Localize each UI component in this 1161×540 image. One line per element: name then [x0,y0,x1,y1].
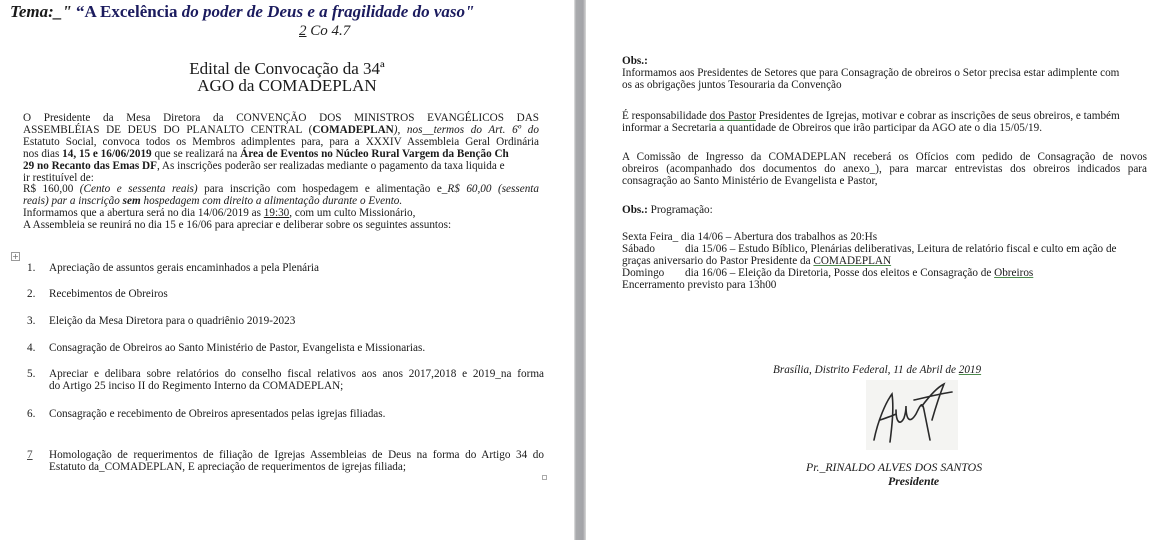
place-date [773,364,981,376]
program-label-text: Programação: [647,204,713,216]
para-text: , As inscrições poderão ser realizadas mediante o pagamento da taxa liquida e [156,159,505,172]
document-page-left [0,0,574,540]
end-of-cell-marker [542,475,547,480]
obs-label: Obs.: [622,55,648,67]
schedule-day: Sábado [622,242,655,255]
document-title-line1: Edital de Convocação da 34ª [189,59,385,78]
convocation-paragraph [23,113,539,232]
event-location: Área de Eventos no Núcleo Rural Vargem da Benção Ch [240,147,509,160]
agenda-text-line: Apreciar e delibara sobre relatórios do conselho fiscal relativos aos anos 2017,2018 e 2019_na forma [49,368,544,380]
signatory-name: Pr._RINALDO ALVES DOS SANTOS [806,460,983,474]
resp-underlined: dos Pastor [709,110,756,122]
schedule [622,232,1117,292]
obs-line: Informamos aos Presidentes de Setores que para Consagração de obreiros o Setor precisa estar adimplente com [622,67,1120,79]
agenda-number: 7 [27,449,33,461]
schedule-friday: Sexta Feira_ dia 14/06 – Abertura dos trabalhos as 20:Hs [622,231,878,243]
agenda-text: Recebimentos de Obreiros [49,288,168,300]
signature-image [866,380,958,450]
para-text: reais) par a inscrição [23,195,123,208]
schedule-underlined: COMADEPLAN [813,254,892,267]
responsibility-paragraph [622,111,1147,135]
reference-text: Co 4.7 [306,23,351,39]
para-text: nos dias [23,147,63,160]
agenda-number: 5. [27,368,36,380]
schedule-text: dia 16/06 – Eleição da Diretoria, Posse dos eleitos e Consagração de [685,266,995,279]
para-text: hospedagem com direito a alimentação durante o Evento. [140,195,403,208]
theme-label: Tema:_" [10,2,72,21]
resp-text: É responsabilidade [622,110,710,122]
para-text: ir restituível de: [23,171,94,184]
commission-paragraph [622,152,1147,188]
bible-reference [299,23,350,40]
schedule-text: graças aniversario do Pastor Presidente da [622,254,814,267]
resp-text: Presidentes de Igrejas, motivar e cobrar as inscrições de seus obreiros, e também [755,110,1120,122]
agenda-text-line: do Artigo 25 inciso II do Regimento Interno da COMADEPLAN; [49,380,344,392]
table-move-handle-icon[interactable]: + [12,252,19,261]
fee-amount-2: R$ 60,00 (sessenta [447,183,539,196]
event-dates: 14, 15 e 16/06/2019 [62,147,152,160]
agenda-number: 3. [27,315,36,327]
para-text: ), nos__termos do Art. 6º do [393,123,539,136]
com-line: obreiros (acompanhado dos documentos do anexo_), para marcar entrevistas dos obreiros indicados para [622,162,1147,175]
para-text: ASSEMBLÉIAS DE DEUS DO PLANALTO CENTRAL ( [23,123,313,136]
reference-book-number: 2 [299,23,307,39]
para-text: que se realizará na [151,147,241,160]
com-line: consagração ao Santo Ministério de Evangelista e Pastor, [622,174,878,187]
event-location-cont: 29 no Recanto das Emas DF [23,159,157,172]
place-date-text: Brasília, Distrito Federal, 11 de Abril de [773,364,959,376]
agenda-text: Consagração e recebimento de Obreiros apresentados pelas igrejas filiadas. [49,408,386,420]
theme-heading [10,2,474,22]
program-label-bold: Obs.: [622,204,648,216]
para-line [23,220,539,232]
obs-paragraph [622,68,1147,92]
para-text: Estatuto Social, convoca todos os Membros adimplentes para, para a XXXIV Assembleia Geral Ordinária [23,135,539,148]
schedule-text: dia 15/06 – Estudo Bíblico, Plenárias deliberativas, Leitura de relatório fiscal e culto em ação de [685,242,1117,255]
agenda-text: Eleição da Mesa Diretora para o quadriênio 2019-2023 [49,315,296,327]
para-bold: COMADEPLAN [312,123,394,136]
schedule-sunday [622,268,1117,280]
agenda-text: Consagração de Obreiros ao Santo Ministério de Pastor, Evangelista e Missionarias. [49,342,426,354]
program-label [622,205,713,217]
agenda-number: 6. [27,408,36,420]
agenda-number: 4. [27,342,36,354]
fee-words: (Cento e sessenta reais) [79,183,198,196]
document-title-line2: AGO da COMADEPLAN [197,76,377,95]
schedule-day: Domingo [622,266,665,279]
agenda-text-line: Homologação de requerimentos de filiação de Igrejas Assembleias de Deus na forma do Artigo 34 do [49,449,544,461]
para-bold: sem [122,195,141,208]
signatory-role: Presidente [888,474,940,488]
page-divider [574,0,586,540]
agenda-text: Apreciação de assuntos gerais encaminhados a pela Plenária [49,262,319,274]
para-text: , com um culto Missionário, [289,207,416,220]
para-text: para inscrição com hospedagem e alimentação e_ [197,183,448,196]
obs-line: os as obrigações juntos Tesouraria da Convenção [622,78,842,91]
theme-quote-rest: do poder de Deus e a fragilidade do vaso" [177,2,475,21]
para-text: O Presidente da Mesa Diretora da CONVENÇÃO DOS MINISTROS EVANGÉLICOS DAS [23,112,539,124]
resp-line: informar a Secretaria a quantidade de Obreiros que irão participar da AGO ate o dia 15/05/19. [622,121,1042,134]
fee-amount: R$ 160,00 [23,183,80,196]
agenda-text [49,449,544,473]
agenda-text-line: Estatuto da_COMADEPLAN, E apreciação de requerimentos de igrejas filiada; [49,461,406,473]
para-text: A Assembleia se reunirá no dia 15 e 16/06 para apreciar e deliberar sobre os seguintes assuntos: [23,219,452,232]
opening-time: 19:30 [263,207,290,220]
para-line [23,161,539,173]
handwritten-signature-icon [866,380,958,450]
agenda-number: 1. [27,262,36,274]
com-line: A Comissão de Ingresso da COMADEPLAN receberá os Ofícios com pedido de Consagração de novos [622,151,1147,163]
place-date-year: 2019 [958,364,982,376]
schedule-end: Encerramento previsto para 13h00 [622,278,777,291]
theme-quote-start: “A Excelência [71,2,178,21]
para-text: Informamos que a abertura será no dia 14/06/2019 as [23,207,264,220]
agenda-text [49,368,544,392]
agenda-number: 2. [27,288,36,300]
schedule-underlined: Obreiros [994,266,1034,279]
